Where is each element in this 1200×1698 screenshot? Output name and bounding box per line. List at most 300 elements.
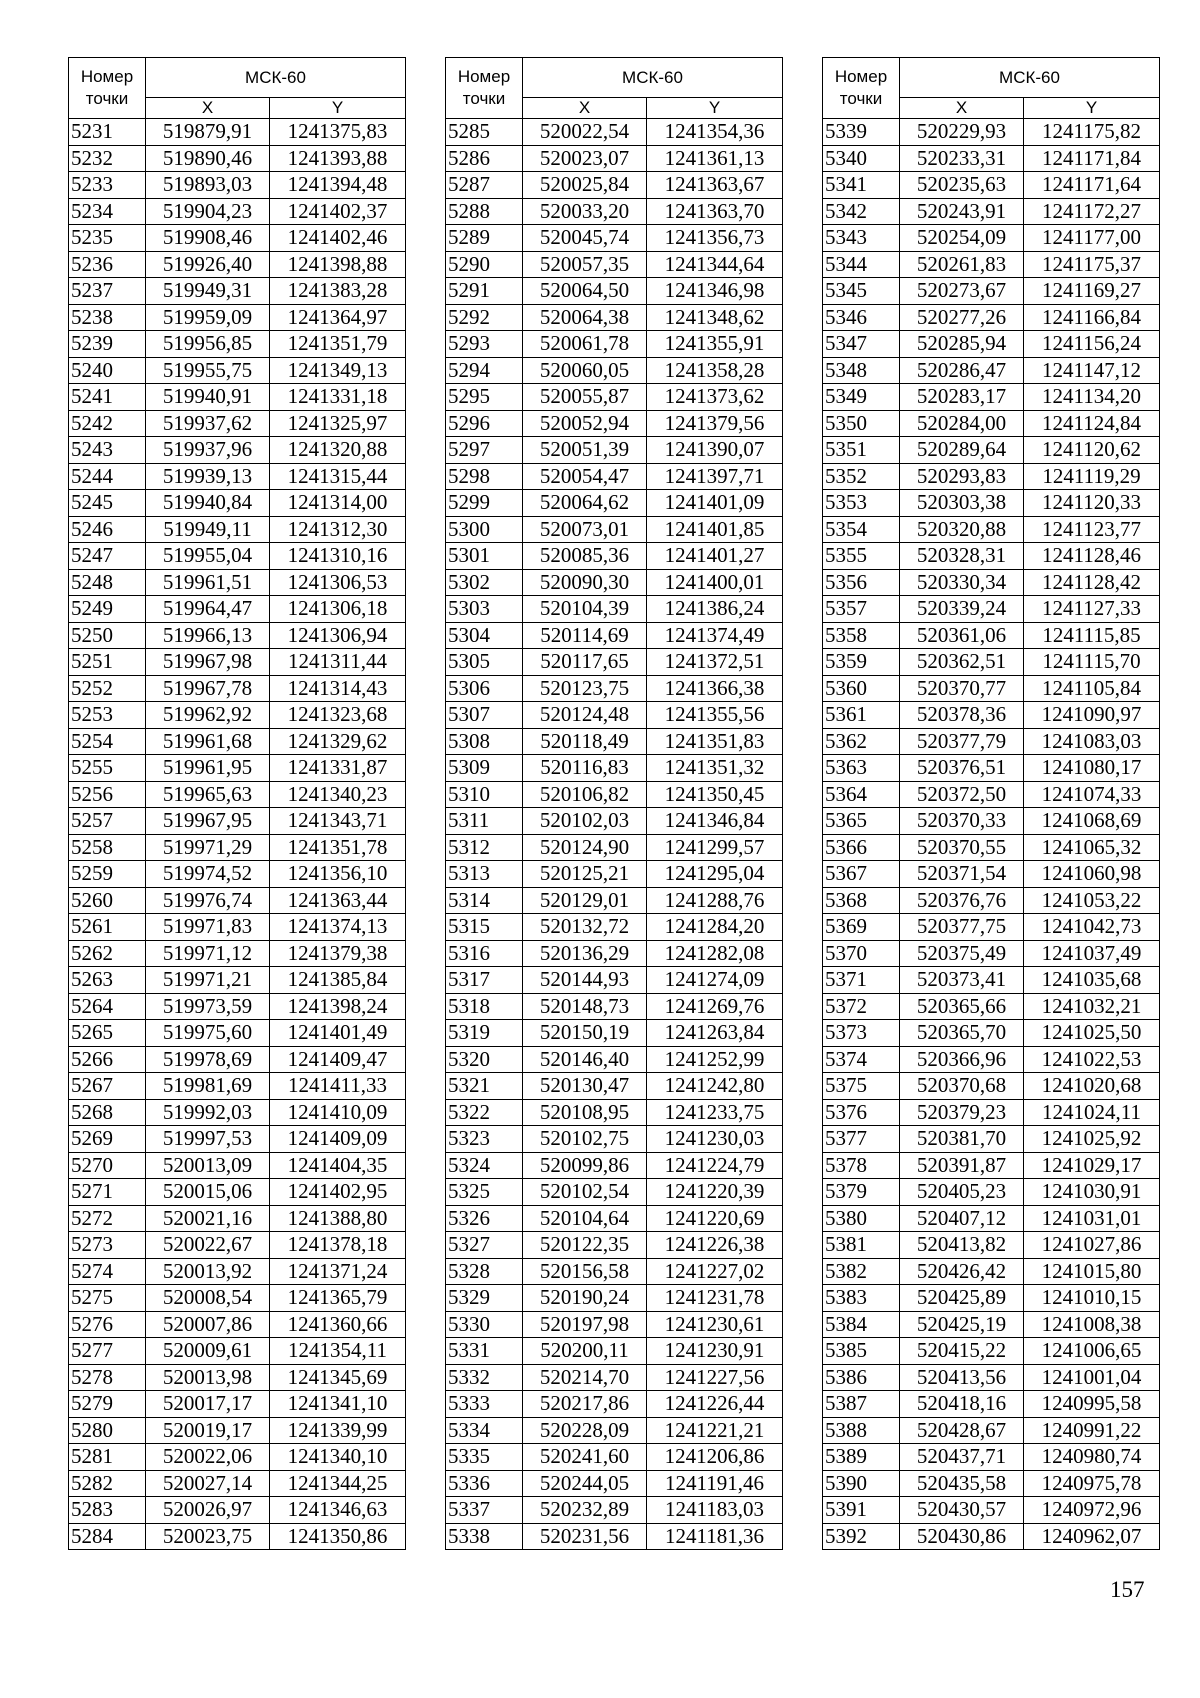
coordinate-system-header: МСК-60 — [146, 58, 406, 98]
table-row — [823, 1338, 1160, 1365]
y-coordinate-cell: 1241166,84 — [1024, 304, 1160, 331]
y-coordinate-cell: 1241128,42 — [1024, 569, 1160, 596]
point-number-cell: 5317 — [446, 967, 523, 994]
point-number-cell: 5238 — [69, 304, 146, 331]
point-number-cell: 5247 — [69, 543, 146, 570]
table-row — [69, 861, 406, 888]
point-number-cell: 5255 — [69, 755, 146, 782]
y-coordinate-cell: 1241030,91 — [1024, 1179, 1160, 1206]
point-number-cell: 5339 — [823, 119, 900, 146]
x-coordinate-cell: 519975,60 — [146, 1020, 270, 1047]
table-row — [823, 808, 1160, 835]
point-number-cell: 5258 — [69, 834, 146, 861]
x-coordinate-cell: 520217,86 — [523, 1391, 647, 1418]
point-number-cell: 5371 — [823, 967, 900, 994]
table-row — [69, 516, 406, 543]
x-coordinate-cell: 520375,49 — [900, 940, 1024, 967]
x-coordinate-cell: 520085,36 — [523, 543, 647, 570]
point-number-cell: 5231 — [69, 119, 146, 146]
x-coordinate-cell: 520437,71 — [900, 1444, 1024, 1471]
y-coordinate-cell: 1241331,87 — [270, 755, 406, 782]
table-row — [69, 410, 406, 437]
table-row — [823, 225, 1160, 252]
y-coordinate-cell: 1241314,43 — [270, 675, 406, 702]
x-coordinate-cell: 520099,86 — [523, 1152, 647, 1179]
table-row — [446, 304, 783, 331]
y-coordinate-cell: 1241388,80 — [270, 1205, 406, 1232]
x-coordinate-cell: 519955,04 — [146, 543, 270, 570]
point-number-cell: 5323 — [446, 1126, 523, 1153]
table-row — [823, 119, 1160, 146]
y-coordinate-cell: 1241053,22 — [1024, 887, 1160, 914]
x-coordinate-cell: 519937,62 — [146, 410, 270, 437]
y-coordinate-cell: 1241080,17 — [1024, 755, 1160, 782]
table-row — [823, 1179, 1160, 1206]
y-coordinate-cell: 1241233,75 — [647, 1099, 783, 1126]
table-row — [69, 1179, 406, 1206]
table-row — [823, 834, 1160, 861]
table-row — [446, 1285, 783, 1312]
y-coordinate-cell: 1241274,09 — [647, 967, 783, 994]
point-number-cell: 5288 — [446, 198, 523, 225]
table-row — [446, 463, 783, 490]
point-number-cell: 5384 — [823, 1311, 900, 1338]
x-header: X — [146, 98, 270, 119]
point-number-cell: 5282 — [69, 1470, 146, 1497]
table-row — [446, 543, 783, 570]
table-row — [823, 1126, 1160, 1153]
y-coordinate-cell: 1241224,79 — [647, 1152, 783, 1179]
point-number-cell: 5327 — [446, 1232, 523, 1259]
y-coordinate-cell: 1241183,03 — [647, 1497, 783, 1524]
y-coordinate-cell: 1241394,48 — [270, 172, 406, 199]
y-coordinate-cell: 1241226,44 — [647, 1391, 783, 1418]
y-coordinate-cell: 1241339,99 — [270, 1417, 406, 1444]
point-number-cell: 5368 — [823, 887, 900, 914]
point-number-cell: 5326 — [446, 1205, 523, 1232]
y-coordinate-cell: 1241120,62 — [1024, 437, 1160, 464]
y-coordinate-cell: 1241191,46 — [647, 1470, 783, 1497]
y-coordinate-cell: 1241410,09 — [270, 1099, 406, 1126]
x-coordinate-cell: 520378,36 — [900, 702, 1024, 729]
table-row — [823, 1417, 1160, 1444]
x-coordinate-cell: 520430,57 — [900, 1497, 1024, 1524]
table-row — [823, 1099, 1160, 1126]
table-row — [69, 1470, 406, 1497]
point-number-cell: 5345 — [823, 278, 900, 305]
x-coordinate-cell: 520233,31 — [900, 145, 1024, 172]
x-coordinate-cell: 520415,22 — [900, 1338, 1024, 1365]
table-row — [69, 1338, 406, 1365]
point-number-cell: 5303 — [446, 596, 523, 623]
x-coordinate-cell: 519940,84 — [146, 490, 270, 517]
table-row — [446, 410, 783, 437]
table-row — [823, 596, 1160, 623]
point-number-cell: 5343 — [823, 225, 900, 252]
y-coordinate-cell: 1241409,09 — [270, 1126, 406, 1153]
x-coordinate-cell: 520148,73 — [523, 993, 647, 1020]
table-row — [446, 198, 783, 225]
table-row — [446, 1523, 783, 1550]
point-number-cell: 5235 — [69, 225, 146, 252]
table-row — [69, 1311, 406, 1338]
table-row — [69, 1205, 406, 1232]
y-coordinate-cell: 1241310,16 — [270, 543, 406, 570]
x-coordinate-cell: 520283,17 — [900, 384, 1024, 411]
y-coordinate-cell: 1241409,47 — [270, 1046, 406, 1073]
x-coordinate-cell: 519976,74 — [146, 887, 270, 914]
table-row — [446, 331, 783, 358]
table-row — [69, 808, 406, 835]
y-coordinate-cell: 1241037,49 — [1024, 940, 1160, 967]
x-coordinate-cell: 519962,92 — [146, 702, 270, 729]
table-row — [823, 278, 1160, 305]
table-row — [823, 1444, 1160, 1471]
y-coordinate-cell: 1241220,39 — [647, 1179, 783, 1206]
y-coordinate-cell: 1240991,22 — [1024, 1417, 1160, 1444]
x-coordinate-cell: 520116,83 — [523, 755, 647, 782]
table-row — [823, 1046, 1160, 1073]
point-number-cell: 5246 — [69, 516, 146, 543]
point-number-cell: 5302 — [446, 569, 523, 596]
table-row — [823, 887, 1160, 914]
y-coordinate-cell: 1241393,88 — [270, 145, 406, 172]
y-coordinate-cell: 1241354,11 — [270, 1338, 406, 1365]
point-number-header — [446, 58, 523, 119]
table-row — [446, 1046, 783, 1073]
x-coordinate-cell: 520090,30 — [523, 569, 647, 596]
table-row — [69, 490, 406, 517]
point-number-cell: 5283 — [69, 1497, 146, 1524]
point-number-cell: 5330 — [446, 1311, 523, 1338]
x-coordinate-cell: 519890,46 — [146, 145, 270, 172]
table-row — [823, 675, 1160, 702]
x-coordinate-cell: 520376,76 — [900, 887, 1024, 914]
x-coordinate-cell: 520365,66 — [900, 993, 1024, 1020]
table-row — [823, 993, 1160, 1020]
x-coordinate-cell: 519992,03 — [146, 1099, 270, 1126]
point-number-cell: 5262 — [69, 940, 146, 967]
coordinate-system-header: МСК-60 — [900, 58, 1160, 98]
x-coordinate-cell: 520051,39 — [523, 437, 647, 464]
x-coordinate-cell: 520200,11 — [523, 1338, 647, 1365]
point-number-cell: 5310 — [446, 781, 523, 808]
x-coordinate-cell: 520057,35 — [523, 251, 647, 278]
table-row — [69, 1285, 406, 1312]
x-coordinate-cell: 519978,69 — [146, 1046, 270, 1073]
table-row — [446, 1020, 783, 1047]
point-number-cell: 5319 — [446, 1020, 523, 1047]
y-coordinate-cell: 1241401,85 — [647, 516, 783, 543]
point-number-cell: 5391 — [823, 1497, 900, 1524]
table-row — [69, 1497, 406, 1524]
y-coordinate-cell: 1241060,98 — [1024, 861, 1160, 888]
point-number-cell: 5298 — [446, 463, 523, 490]
point-number-cell: 5234 — [69, 198, 146, 225]
point-label-line1: Номер — [80, 67, 134, 86]
y-coordinate-cell: 1241383,28 — [270, 278, 406, 305]
table-row — [823, 410, 1160, 437]
table-row — [823, 1497, 1160, 1524]
y-coordinate-cell: 1241340,23 — [270, 781, 406, 808]
x-coordinate-cell: 520009,61 — [146, 1338, 270, 1365]
x-coordinate-cell: 520017,17 — [146, 1391, 270, 1418]
table-row — [446, 781, 783, 808]
x-coordinate-cell: 519961,68 — [146, 728, 270, 755]
y-coordinate-cell: 1241124,84 — [1024, 410, 1160, 437]
point-number-cell: 5259 — [69, 861, 146, 888]
point-number-cell: 5321 — [446, 1073, 523, 1100]
y-coordinate-cell: 1241171,84 — [1024, 145, 1160, 172]
x-coordinate-cell: 520025,84 — [523, 172, 647, 199]
x-coordinate-cell: 519971,12 — [146, 940, 270, 967]
table-row — [69, 437, 406, 464]
x-coordinate-cell: 519956,85 — [146, 331, 270, 358]
y-coordinate-cell: 1241220,69 — [647, 1205, 783, 1232]
point-number-cell: 5256 — [69, 781, 146, 808]
y-coordinate-cell: 1241115,85 — [1024, 622, 1160, 649]
table-row — [69, 834, 406, 861]
table-row — [823, 1152, 1160, 1179]
point-number-cell: 5352 — [823, 463, 900, 490]
table-row — [823, 198, 1160, 225]
y-coordinate-cell: 1241320,88 — [270, 437, 406, 464]
table-row — [69, 278, 406, 305]
x-coordinate-cell: 520243,91 — [900, 198, 1024, 225]
table-row — [69, 172, 406, 199]
x-coordinate-cell: 520136,29 — [523, 940, 647, 967]
x-coordinate-cell: 520425,89 — [900, 1285, 1024, 1312]
table-row — [69, 1099, 406, 1126]
table-row — [446, 251, 783, 278]
x-coordinate-cell: 520102,03 — [523, 808, 647, 835]
y-coordinate-cell: 1241032,21 — [1024, 993, 1160, 1020]
table-row — [823, 649, 1160, 676]
point-number-cell: 5316 — [446, 940, 523, 967]
x-coordinate-cell: 520289,64 — [900, 437, 1024, 464]
table-body-1 — [69, 119, 406, 1550]
table-row — [446, 993, 783, 1020]
y-coordinate-cell: 1241346,98 — [647, 278, 783, 305]
y-coordinate-cell: 1241175,82 — [1024, 119, 1160, 146]
x-coordinate-cell: 520132,72 — [523, 914, 647, 941]
x-coordinate-cell: 520391,87 — [900, 1152, 1024, 1179]
y-coordinate-cell: 1241035,68 — [1024, 967, 1160, 994]
table-row — [69, 198, 406, 225]
y-coordinate-cell: 1241346,63 — [270, 1497, 406, 1524]
coordinate-table-1 — [68, 57, 406, 1550]
y-coordinate-cell: 1241127,33 — [1024, 596, 1160, 623]
y-coordinate-cell: 1241025,50 — [1024, 1020, 1160, 1047]
table-row — [446, 1338, 783, 1365]
y-coordinate-cell: 1241119,29 — [1024, 463, 1160, 490]
table-row — [69, 384, 406, 411]
y-coordinate-cell: 1241171,64 — [1024, 172, 1160, 199]
x-coordinate-cell: 520118,49 — [523, 728, 647, 755]
point-number-cell: 5252 — [69, 675, 146, 702]
x-coordinate-cell: 520373,41 — [900, 967, 1024, 994]
y-coordinate-cell: 1241400,01 — [647, 569, 783, 596]
y-coordinate-cell: 1241355,56 — [647, 702, 783, 729]
x-coordinate-cell: 519964,47 — [146, 596, 270, 623]
y-coordinate-cell: 1241230,91 — [647, 1338, 783, 1365]
x-coordinate-cell: 520125,21 — [523, 861, 647, 888]
point-number-cell: 5308 — [446, 728, 523, 755]
point-number-cell: 5342 — [823, 198, 900, 225]
y-coordinate-cell: 1241402,95 — [270, 1179, 406, 1206]
x-coordinate-cell: 520330,34 — [900, 569, 1024, 596]
point-number-cell: 5293 — [446, 331, 523, 358]
table-row — [823, 781, 1160, 808]
x-coordinate-cell: 520232,89 — [523, 1497, 647, 1524]
y-coordinate-cell: 1241177,00 — [1024, 225, 1160, 252]
point-number-cell: 5350 — [823, 410, 900, 437]
x-coordinate-cell: 520023,07 — [523, 145, 647, 172]
y-coordinate-cell: 1241351,32 — [647, 755, 783, 782]
table-row — [823, 1285, 1160, 1312]
point-number-cell: 5271 — [69, 1179, 146, 1206]
x-coordinate-cell: 520228,09 — [523, 1417, 647, 1444]
table-row — [69, 940, 406, 967]
table-row — [69, 1232, 406, 1259]
point-number-cell: 5355 — [823, 543, 900, 570]
x-coordinate-cell: 520106,82 — [523, 781, 647, 808]
point-number-cell: 5313 — [446, 861, 523, 888]
y-coordinate-cell: 1241230,61 — [647, 1311, 783, 1338]
y-coordinate-cell: 1241284,20 — [647, 914, 783, 941]
point-number-cell: 5328 — [446, 1258, 523, 1285]
x-coordinate-cell: 520052,94 — [523, 410, 647, 437]
table-row — [69, 1258, 406, 1285]
table-row — [823, 1073, 1160, 1100]
x-coordinate-cell: 520045,74 — [523, 225, 647, 252]
point-number-cell: 5383 — [823, 1285, 900, 1312]
point-number-cell: 5360 — [823, 675, 900, 702]
x-coordinate-cell: 520244,05 — [523, 1470, 647, 1497]
point-number-cell: 5263 — [69, 967, 146, 994]
table-row — [69, 781, 406, 808]
table-row — [823, 516, 1160, 543]
point-number-cell: 5233 — [69, 172, 146, 199]
point-number-cell: 5304 — [446, 622, 523, 649]
point-number-cell: 5337 — [446, 1497, 523, 1524]
point-number-cell: 5382 — [823, 1258, 900, 1285]
x-coordinate-cell: 520320,88 — [900, 516, 1024, 543]
point-number-cell: 5249 — [69, 596, 146, 623]
x-coordinate-cell: 519965,63 — [146, 781, 270, 808]
x-coordinate-cell: 520033,20 — [523, 198, 647, 225]
table-row — [69, 251, 406, 278]
y-coordinate-cell: 1241172,27 — [1024, 198, 1160, 225]
y-coordinate-cell: 1241402,46 — [270, 225, 406, 252]
x-coordinate-cell: 520054,47 — [523, 463, 647, 490]
x-coordinate-cell: 520007,86 — [146, 1311, 270, 1338]
x-coordinate-cell: 519967,78 — [146, 675, 270, 702]
x-coordinate-cell: 520144,93 — [523, 967, 647, 994]
point-number-cell: 5267 — [69, 1073, 146, 1100]
x-coordinate-cell: 520430,86 — [900, 1523, 1024, 1550]
x-coordinate-cell: 520122,35 — [523, 1232, 647, 1259]
point-number-cell: 5291 — [446, 278, 523, 305]
point-number-cell: 5241 — [69, 384, 146, 411]
x-coordinate-cell: 520117,65 — [523, 649, 647, 676]
point-number-cell: 5285 — [446, 119, 523, 146]
y-coordinate-cell: 1241306,94 — [270, 622, 406, 649]
point-number-cell: 5375 — [823, 1073, 900, 1100]
y-coordinate-cell: 1241397,71 — [647, 463, 783, 490]
table-row — [446, 1099, 783, 1126]
y-coordinate-cell: 1241363,44 — [270, 887, 406, 914]
y-coordinate-cell: 1241231,78 — [647, 1285, 783, 1312]
point-number-cell: 5338 — [446, 1523, 523, 1550]
point-number-cell: 5376 — [823, 1099, 900, 1126]
point-number-cell: 5245 — [69, 490, 146, 517]
x-coordinate-cell: 519961,51 — [146, 569, 270, 596]
point-number-cell: 5260 — [69, 887, 146, 914]
y-coordinate-cell: 1241227,02 — [647, 1258, 783, 1285]
table-row — [446, 675, 783, 702]
table-row — [446, 1205, 783, 1232]
point-number-cell: 5276 — [69, 1311, 146, 1338]
table-row — [823, 172, 1160, 199]
x-coordinate-cell: 520150,19 — [523, 1020, 647, 1047]
y-coordinate-cell: 1241024,11 — [1024, 1099, 1160, 1126]
point-number-cell: 5364 — [823, 781, 900, 808]
table-row — [446, 1073, 783, 1100]
y-coordinate-cell: 1241358,28 — [647, 357, 783, 384]
y-coordinate-cell: 1241346,84 — [647, 808, 783, 835]
y-coordinate-cell: 1241306,18 — [270, 596, 406, 623]
table-row — [69, 675, 406, 702]
y-coordinate-cell: 1241378,18 — [270, 1232, 406, 1259]
point-number-cell: 5240 — [69, 357, 146, 384]
y-coordinate-cell: 1241227,56 — [647, 1364, 783, 1391]
table-row — [823, 145, 1160, 172]
table-row — [823, 490, 1160, 517]
x-coordinate-cell: 520023,75 — [146, 1523, 270, 1550]
page-number: 157 — [1110, 1577, 1145, 1602]
point-number-cell: 5332 — [446, 1364, 523, 1391]
point-number-cell: 5358 — [823, 622, 900, 649]
point-number-cell: 5363 — [823, 755, 900, 782]
table-row — [823, 1311, 1160, 1338]
x-coordinate-cell: 520425,19 — [900, 1311, 1024, 1338]
y-coordinate-cell: 1241351,78 — [270, 834, 406, 861]
point-number-cell: 5336 — [446, 1470, 523, 1497]
y-coordinate-cell: 1241031,01 — [1024, 1205, 1160, 1232]
table-row — [446, 1179, 783, 1206]
table-row — [69, 1364, 406, 1391]
table-row — [446, 437, 783, 464]
point-number-cell: 5305 — [446, 649, 523, 676]
table-row — [823, 622, 1160, 649]
table-row — [446, 357, 783, 384]
x-coordinate-cell: 520073,01 — [523, 516, 647, 543]
point-number-cell: 5294 — [446, 357, 523, 384]
point-number-cell: 5356 — [823, 569, 900, 596]
point-number-cell: 5349 — [823, 384, 900, 411]
table-row — [446, 1470, 783, 1497]
y-coordinate-cell: 1241299,57 — [647, 834, 783, 861]
table-row — [823, 569, 1160, 596]
x-coordinate-cell: 520064,50 — [523, 278, 647, 305]
y-coordinate-cell: 1241175,37 — [1024, 251, 1160, 278]
x-coordinate-cell: 520015,06 — [146, 1179, 270, 1206]
x-coordinate-cell: 520370,55 — [900, 834, 1024, 861]
x-coordinate-cell: 520114,69 — [523, 622, 647, 649]
table-row — [823, 463, 1160, 490]
y-coordinate-cell: 1241372,51 — [647, 649, 783, 676]
